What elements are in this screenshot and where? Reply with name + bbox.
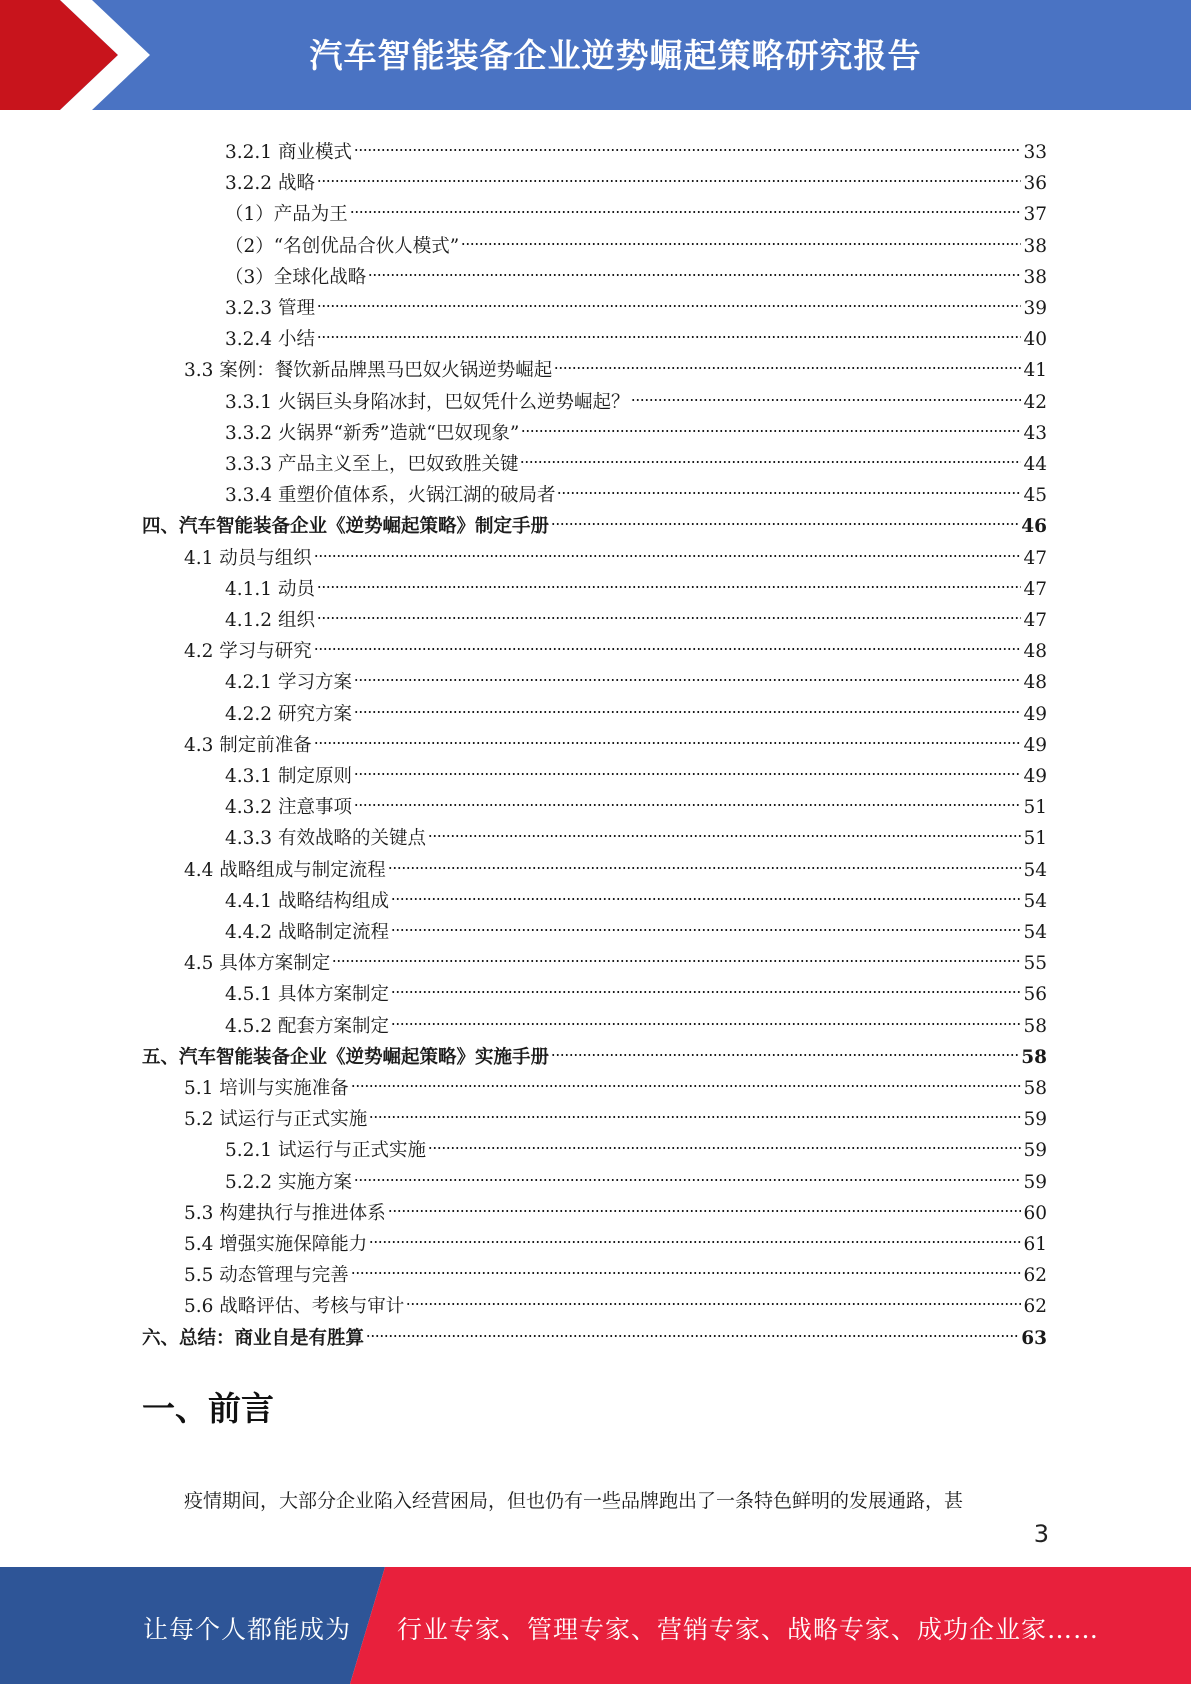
- toc-entry[interactable]: [225, 1157, 1047, 1193]
- toc-entry-label: 5.5 动态管理与完善: [184, 1265, 349, 1287]
- toc-entry-page: 55: [1023, 953, 1047, 975]
- toc-entry[interactable]: [225, 127, 1047, 163]
- toc-dot-leader: [391, 876, 1021, 907]
- toc-entry-label: 3.3.1 火锅巨头身陷冰封，巴奴凭什么逆势崛起？: [225, 391, 630, 413]
- footer-slogan-right: 行业专家、管理专家、营销专家、战略专家、成功企业家……: [397, 1615, 1100, 1644]
- toc-entry-label: 4.3.2 注意事项: [225, 797, 352, 819]
- page-header: [0, 0, 1191, 110]
- toc-dot-leader: [332, 938, 1021, 969]
- toc-entry[interactable]: [184, 1063, 1047, 1099]
- toc-entry[interactable]: [225, 221, 1047, 257]
- footer-slogan-left: 让每个人都能成为: [143, 1615, 352, 1644]
- toc-entry-label: 3.2.2 战略: [225, 173, 315, 195]
- toc-dot-leader: [391, 1001, 1021, 1032]
- toc-entry-page: 62: [1023, 1265, 1047, 1287]
- toc-entry[interactable]: [184, 1219, 1047, 1255]
- toc-entry-page: 63: [1021, 1327, 1047, 1349]
- toc-entry-label: 4.4.1 战略结构组成: [225, 890, 389, 912]
- toc-entry-label: 4.2 学习与研究: [184, 641, 312, 663]
- toc-dot-leader: [368, 252, 1021, 283]
- toc-entry[interactable]: [184, 1188, 1047, 1224]
- toc-entry-page: 42: [1023, 391, 1047, 413]
- toc-entry-label: 4.3.1 制定原则: [225, 766, 352, 787]
- toc-entry-page: 47: [1023, 547, 1047, 569]
- toc-dot-leader: [369, 1219, 1021, 1250]
- toc-dot-leader: [354, 751, 1022, 782]
- toc-entry-page: 58: [1023, 1078, 1047, 1099]
- toc-entry-label: 4.5.2 配套方案制定: [225, 1015, 389, 1037]
- toc-dot-leader: [388, 1188, 1022, 1219]
- toc-dot-leader: [317, 283, 1022, 314]
- toc-entry[interactable]: [225, 470, 1047, 507]
- toc-dot-leader: [631, 377, 1021, 408]
- toc-entry[interactable]: [225, 595, 1047, 631]
- toc-entry-page: 59: [1023, 1140, 1047, 1162]
- report-title: 汽车智能装备企业逆势崛起策略研究报告: [309, 36, 922, 75]
- toc-entry[interactable]: [184, 845, 1047, 881]
- toc-entry-label: 4.1.2 组织: [225, 610, 315, 631]
- toc-entry-page: 33: [1023, 142, 1047, 163]
- toc-entry-page: 39: [1023, 298, 1047, 319]
- toc-entry[interactable]: [184, 1250, 1047, 1287]
- toc-entry-label: 4.2.1 学习方案: [225, 672, 352, 694]
- toc-entry[interactable]: [184, 1281, 1047, 1318]
- toc-entry[interactable]: [225, 439, 1047, 475]
- toc-entry-label: 4.5 具体方案制定: [184, 953, 331, 975]
- toc-entry[interactable]: [225, 751, 1047, 787]
- toc-dot-leader: [388, 845, 1022, 876]
- toc-dot-leader: [354, 689, 1022, 720]
- toc-entry-label: 3.3 案例：餐饮新品牌黑马巴奴火锅逆势崛起: [184, 360, 553, 382]
- toc-entry[interactable]: [225, 969, 1047, 1006]
- toc-entry[interactable]: [142, 1032, 1047, 1068]
- toc-entry[interactable]: [225, 408, 1047, 444]
- toc-entry-label: 5.1 培训与实施准备: [184, 1078, 349, 1099]
- toc-entry-page: 61: [1023, 1234, 1047, 1255]
- toc-entry-page: 44: [1023, 454, 1047, 475]
- toc-dot-leader: [317, 595, 1022, 626]
- toc-dot-leader: [317, 564, 1022, 595]
- toc-dot-leader: [354, 782, 1022, 813]
- toc-entry-label: （1）产品为王: [225, 204, 348, 226]
- toc-entry-page: 47: [1023, 578, 1047, 600]
- toc-entry-page: 49: [1023, 734, 1047, 756]
- toc-dot-leader: [391, 969, 1021, 1000]
- toc-dot-leader: [351, 1250, 1022, 1281]
- toc-entry-page: 62: [1023, 1296, 1047, 1318]
- toc-dot-leader: [428, 1125, 1021, 1156]
- toc-entry-page: 58: [1023, 1015, 1047, 1037]
- toc-entry[interactable]: [225, 1125, 1047, 1162]
- toc-entry-page: 49: [1023, 703, 1047, 725]
- toc-entry[interactable]: [225, 564, 1047, 600]
- toc-entry[interactable]: [225, 782, 1047, 819]
- toc-entry[interactable]: [225, 813, 1047, 850]
- toc-entry-label: 4.4.2 战略制定流程: [225, 922, 389, 943]
- toc-entry-page: 43: [1023, 422, 1047, 444]
- toc-entry-label: 3.2.1 商业模式: [225, 142, 352, 163]
- toc-dot-leader: [551, 501, 1019, 532]
- toc-entry-label: 5.2.2 实施方案: [225, 1171, 352, 1193]
- toc-entry-label: 3.2.4 小结: [225, 329, 315, 351]
- toc-entry-page: 59: [1023, 1171, 1047, 1193]
- toc-dot-leader: [406, 1281, 1021, 1312]
- toc-entry-page: 45: [1023, 485, 1047, 507]
- toc-entry[interactable]: [225, 907, 1047, 943]
- toc-entry-label: 4.5.1 具体方案制定: [225, 984, 389, 1006]
- toc-dot-leader: [557, 470, 1021, 501]
- toc-entry-page: 36: [1023, 173, 1047, 195]
- toc-entry-label: 5.2 试运行与正式实施: [184, 1109, 368, 1131]
- toc-dot-leader: [317, 314, 1022, 345]
- toc-entry-label: 4.1 动员与组织: [184, 547, 312, 569]
- toc-dot-leader: [551, 1032, 1019, 1063]
- toc-entry-label: 4.4 战略组成与制定流程: [184, 859, 386, 881]
- toc-entry-label: 五、汽车智能装备企业《逆势崛起策略》实施手册: [142, 1046, 550, 1068]
- toc-entry-page: 48: [1023, 641, 1047, 663]
- toc-entry-label: 六、总结：商业自是有胜算: [142, 1327, 365, 1349]
- toc-entry-page: 49: [1023, 766, 1047, 787]
- toc-entry-label: 3.2.3 管理: [225, 298, 315, 319]
- toc-dot-leader: [317, 158, 1022, 189]
- toc-entry-label: 3.3.4 重塑价值体系，火锅江湖的破局者: [225, 485, 556, 507]
- toc-entry[interactable]: [142, 501, 1047, 538]
- toc-entry-page: 54: [1023, 859, 1047, 881]
- toc-entry-page: 37: [1023, 204, 1047, 226]
- toc-entry[interactable]: [225, 283, 1047, 319]
- toc-dot-leader: [366, 1313, 1019, 1344]
- toc-entry-label: 5.4 增强实施保障能力: [184, 1234, 368, 1255]
- toc-entry[interactable]: [225, 377, 1047, 413]
- toc-entry[interactable]: [225, 657, 1047, 694]
- toc-entry-label: 5.3 构建执行与推进体系: [184, 1202, 386, 1224]
- toc-entry[interactable]: [184, 720, 1047, 756]
- toc-entry[interactable]: [225, 689, 1047, 725]
- toc-entry-page: 54: [1023, 890, 1047, 912]
- toc-entry-label: 4.2.2 研究方案: [225, 703, 352, 725]
- toc-dot-leader: [354, 1157, 1022, 1188]
- toc-entry-label: 5.6 战略评估、考核与审计: [184, 1296, 405, 1318]
- toc-dot-leader: [521, 408, 1021, 439]
- toc-entry-label: （3）全球化战略: [225, 266, 367, 288]
- toc-entry-label: 四、汽车智能装备企业《逆势崛起策略》制定手册: [142, 516, 550, 538]
- toc-dot-leader: [354, 127, 1022, 158]
- toc-dot-leader: [461, 221, 1021, 252]
- toc-entry[interactable]: [225, 314, 1047, 351]
- toc-dot-leader: [314, 720, 1022, 751]
- toc-entry-page: 41: [1023, 360, 1047, 382]
- toc-dot-leader: [314, 626, 1022, 657]
- toc-entry[interactable]: [142, 1313, 1047, 1349]
- toc-entry-label: 3.3.2 火锅界“新秀”造就“巴奴现象”: [225, 422, 520, 444]
- toc-entry[interactable]: [225, 189, 1047, 226]
- toc-entry-page: 59: [1023, 1109, 1047, 1131]
- toc-dot-leader: [554, 345, 1021, 376]
- toc-entry-page: 54: [1023, 922, 1047, 943]
- toc-entry[interactable]: [225, 158, 1047, 195]
- toc-dot-leader: [314, 533, 1022, 564]
- section-heading: 一、前言: [142, 1389, 274, 1428]
- toc-dot-leader: [428, 813, 1021, 844]
- toc-entry[interactable]: [184, 938, 1047, 975]
- toc-entry[interactable]: [184, 345, 1047, 382]
- page-number: 3: [1033, 1520, 1049, 1548]
- toc-dot-leader: [350, 189, 1022, 220]
- toc-dot-leader: [354, 657, 1022, 688]
- toc-entry-label: 4.1.1 动员: [225, 578, 315, 600]
- body-paragraph: 疫情期间，大部分企业陷入经营困局，但也仍有一些品牌跑出了一条特色鲜明的发展通路，甚: [184, 1490, 964, 1512]
- toc-dot-leader: [520, 439, 1021, 470]
- toc-entry-page: 48: [1023, 672, 1047, 694]
- toc-entry-label: 3.3.3 产品主义至上，巴奴致胜关键: [225, 454, 519, 475]
- toc-entry-label: 4.3 制定前准备: [184, 734, 312, 756]
- toc-entry-page: 60: [1023, 1202, 1047, 1224]
- toc-entry-page: 38: [1023, 266, 1047, 288]
- toc-entry-page: 40: [1023, 329, 1047, 351]
- toc-entry-page: 47: [1023, 610, 1047, 631]
- page-footer: [0, 1567, 1191, 1684]
- toc-entry-label: 4.3.3 有效战略的关键点: [225, 828, 426, 850]
- toc-entry[interactable]: [225, 876, 1047, 912]
- toc-dot-leader: [369, 1094, 1021, 1125]
- toc-entry-label: （2）“名创优品合伙人模式”: [225, 235, 460, 257]
- toc-entry-page: 38: [1023, 235, 1047, 257]
- toc-entry[interactable]: [225, 1001, 1047, 1037]
- toc-entry-page: 58: [1021, 1046, 1047, 1068]
- toc-entry[interactable]: [225, 252, 1047, 288]
- toc-dot-leader: [391, 907, 1021, 938]
- toc-entry[interactable]: [184, 626, 1047, 663]
- toc-entry-page: 51: [1023, 828, 1047, 850]
- toc-entry-page: 56: [1023, 984, 1047, 1006]
- toc-dot-leader: [351, 1063, 1022, 1094]
- toc-entry-page: 46: [1021, 516, 1047, 538]
- toc-entry-label: 5.2.1 试运行与正式实施: [225, 1140, 426, 1162]
- toc-entry-page: 51: [1023, 797, 1047, 819]
- toc-entry[interactable]: [184, 533, 1047, 569]
- toc-entry[interactable]: [184, 1094, 1047, 1131]
